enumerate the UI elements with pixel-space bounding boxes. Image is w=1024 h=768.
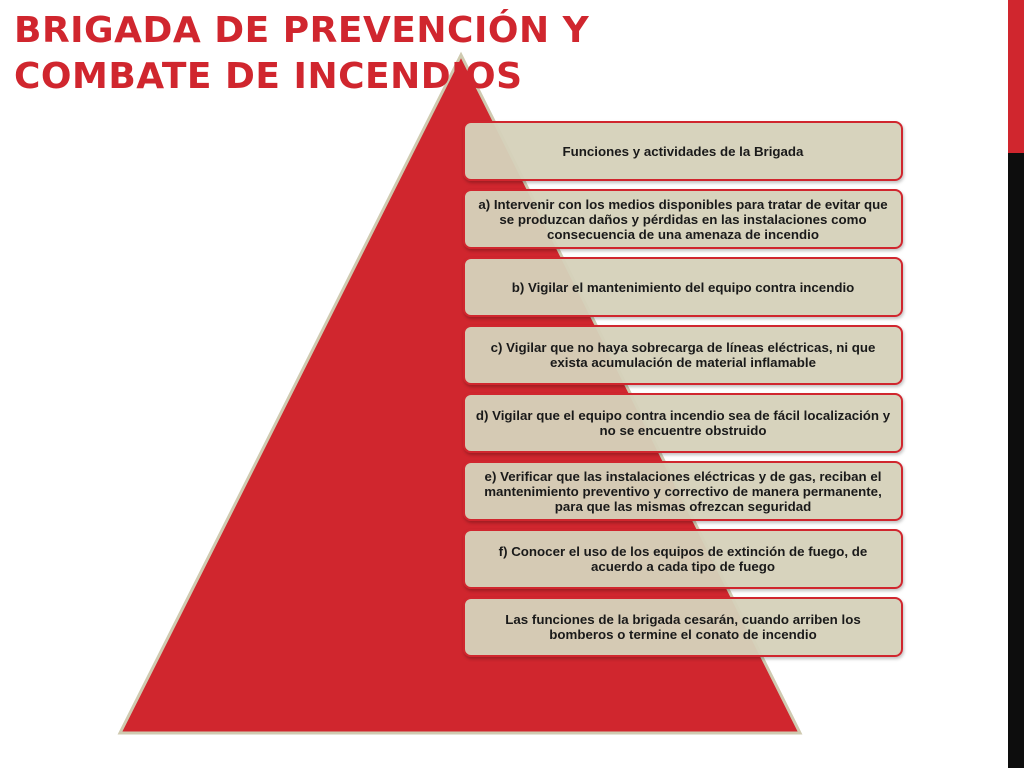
pyramid-item-closing: Las funciones de la brigada cesarán, cuando arriben los bomberos o termine el conato de incendio <box>463 597 903 657</box>
slide-title: BRIGADA DE PREVENCIÓN Y COMBATE DE INCENDIOS <box>14 10 590 97</box>
pyramid-item-d: d) Vigilar que el equipo contra incendio sea de fácil localización y no se encuentre obstruido <box>463 393 903 453</box>
pyramid-item-e: e) Verificar que las instalaciones eléctricas y de gas, reciban el mantenimiento preventivo y correctivo de manera permanente, para que las mismas ofrezcan seguridad <box>463 461 903 521</box>
pyramid-item-a: a) Intervenir con los medios disponibles para tratar de evitar que se produzcan daños y pérdidas en las instalaciones como consecuencia de una amenaza de incendio <box>463 189 903 249</box>
pyramid-item-b: b) Vigilar el mantenimiento del equipo contra incendio <box>463 257 903 317</box>
pyramid-item-c: c) Vigilar que no haya sobrecarga de líneas eléctricas, ni que exista acumulación de material inflamable <box>463 325 903 385</box>
pyramid-item-header: Funciones y actividades de la Brigada <box>463 121 903 181</box>
pyramid-item-f: f) Conocer el uso de los equipos de extinción de fuego, de acuerdo a cada tipo de fuego <box>463 529 903 589</box>
